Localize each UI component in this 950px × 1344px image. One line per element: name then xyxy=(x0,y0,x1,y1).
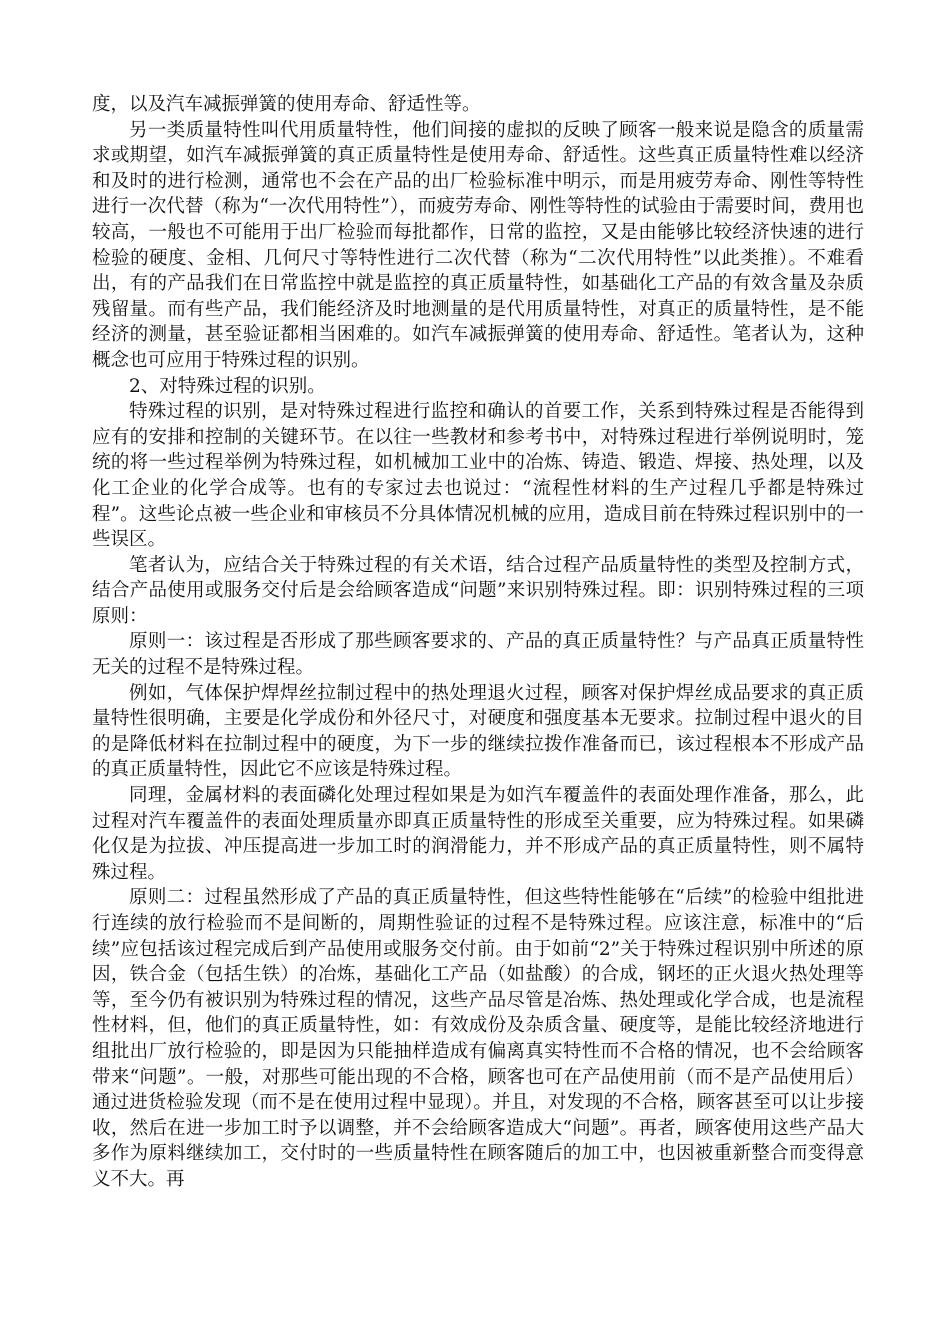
paragraph-author-view: 笔者认为，应结合关于特殊过程的有关术语，结合过程产品质量特性的类型及控制方式，结合产品使用或服务交付后是会给顾客造成“问题”来识别特殊过程。即：识别特殊过程的三项原则： xyxy=(92,554,864,627)
paragraph-substitute-quality: 另一类质量特性叫代用质量特性，他们间接的虚拟的反映了顾客一般来说是隐含的质量需求或期望，如汽车减振弹簧的真正质量特性是使用寿命、舒适性。这些真正质量特性难以经济和及时的进行检测，通常也不会在产品的出厂检验标准中明示，而是用疲劳寿命、刚性等特性进行一次代替（称为“一次代用特性”），而疲劳寿命、刚性等特性的试验由于需要时间，费用也较高，一般也不可能用于出厂检验而每批都作，日常的监控，又是由能够比较经济快速的进行检验的硬度、金相、几何尺寸等特性进行二次代替（称为“二次代用特性”以此类推）。不难看出，有的产品我们在日常监控中就是监控的真正质量特性，如基础化工产品的有效含量及杂质残留量。而有些产品，我们能经济及时地测量的是代用质量特性，对真正的质量特性，是不能经济的测量，甚至验证都相当困难的。如汽车减振弹簧的使用寿命、舒适性。笔者认为，这种概念也可应用于特殊过程的识别。 xyxy=(92,119,864,371)
paragraph-principle-two: 原则二：过程虽然形成了产品的真正质量特性，但这些特性能够在“后续”的检验中组批进行连续的放行检验而不是间断的，周期性验证的过程不是特殊过程。应该注意，标准中的“后续”应包括该过程完成后到产品使用或服务交付前。由于如前“2”关于特殊过程识别中所述的原因，铁合金（包括生铁）的冶炼，基础化工产品（如盐酸）的合成，钢坯的正火退火热处理等等，至今仍有被识别为特殊过程的情况，这些产品尽管是冶炼、热处理或化学合成，也是流程性材料，但，他们的真正质量特性，如：有效成份及杂质含量、硬度等，是能比较经济地进行组批出厂放行检验的，即是因为只能抽样造成有偏离真实特性而不合格的情况，也不会给顾客带来“问题”。一般，对那些可能出现的不合格，顾客也可在产品使用前（而不是产品使用后）通过进货检验发现（而不是在使用过程中显现）。并且，对发现的不合格，顾客甚至可以让步接收，然后在进一步加工时予以调整，并不会给顾客造成大“问题”。再者，顾客使用这些产品大多作为原料继续加工，交付时的一些质量特性在顾客随后的加工中，也因被重新整合而变得意义不大。再 xyxy=(92,887,864,1190)
document-page xyxy=(92,92,864,1193)
paragraph-example-welding: 例如，气体保护焊焊丝拉制过程中的热处理退火过程，顾客对保护焊丝成品要求的真正质量特性很明确，主要是化学成份和外径尺寸，对硬度和强度基本无要求。拉制过程中退火的目的是降低材料在拉制过程中的硬度，为下一步的继续拉拨作准备而已，该过程根本不形成产品的真正质量特性，因此它不应该是特殊过程。 xyxy=(92,682,864,781)
section-heading-special-process: 2、对特殊过程的识别。 xyxy=(129,375,326,397)
paragraph-example-phosphating: 同理，金属材料的表面磷化处理过程如果是为如汽车覆盖件的表面处理作准备，那么，此过程对汽车覆盖件的表面处理质量亦即真正质量特性的形成至关重要，应为特殊过程。如果磷化仅是为拉拔、冲压提高进一步加工时的润滑能力，并不形成产品的真正质量特性，则不属特殊过程。 xyxy=(92,785,864,883)
paragraph-continuation: 度，以及汽车减振弹簧的使用寿命、舒适性等。 xyxy=(92,94,481,115)
paragraph-identification-intro: 特殊过程的识别，是对特殊过程进行监控和确认的首要工作，关系到特殊过程是否能得到应有的安排和控制的关键环节。在以往一些教材和参考书中，对特殊过程进行举例说明时，笼统的将一些过程举例为特殊过程，如机械加工业中的冶炼、铸造、锻造、焊接、热处理，以及化工企业的化学合成等。也有的专家过去也说过：“流程性材料的生产过程几乎都是特殊过程”。这些论点被一些企业和审核员不分具体情况机械的应用，造成目前在特殊过程识别中的一些误区。 xyxy=(92,401,864,551)
paragraph-principle-one: 原则一：该过程是否形成了那些顾客要求的、产品的真正质量特性？与产品真正质量特性无关的过程不是特殊过程。 xyxy=(92,631,864,679)
